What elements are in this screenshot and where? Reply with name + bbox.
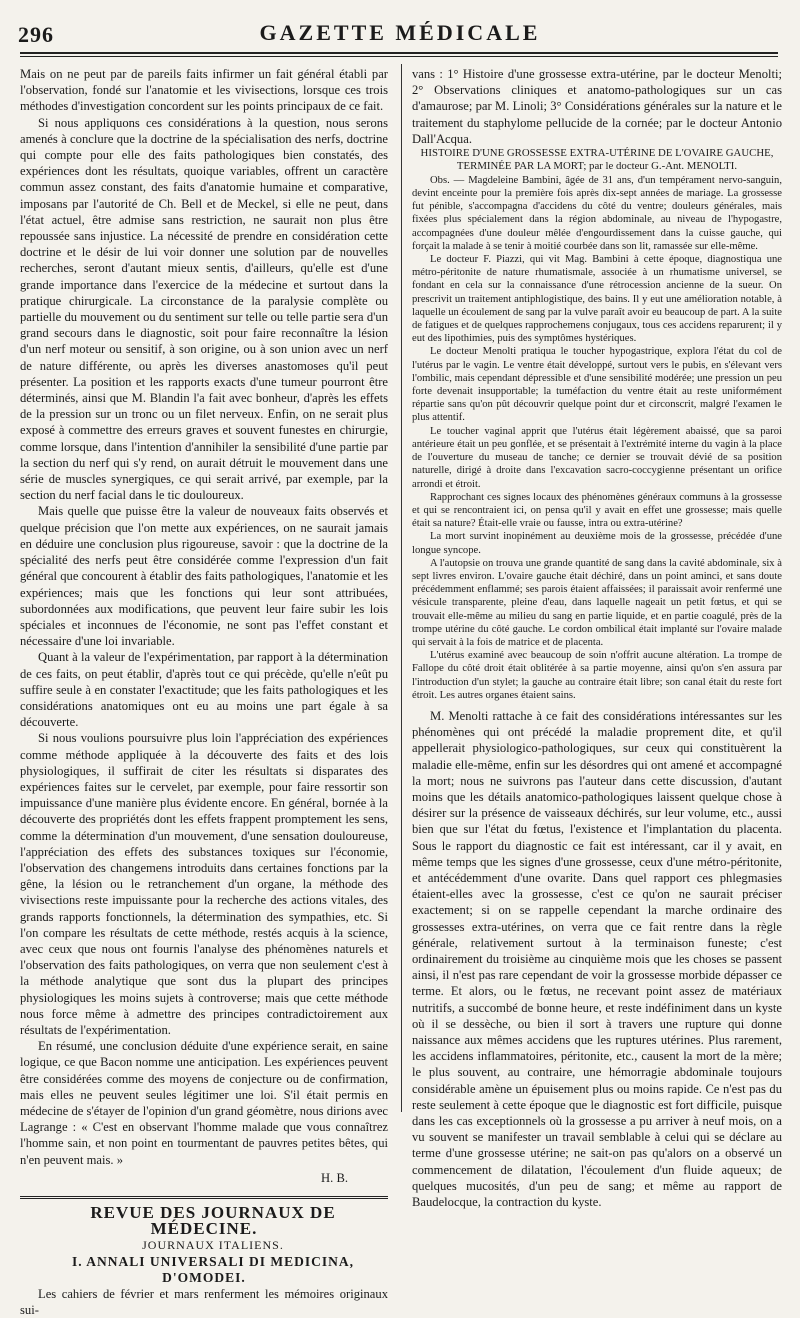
case-paragraph: Rapprochant ces signes locaux des phénomènes généraux communs à la grossesse et qui se rencontraient ici, on pensa qu'il y avait en effet une grossesse; mais quelle était sa nature? Était-elle vraie ou fausse, intra ou extra-utérine? (412, 491, 782, 530)
paragraph: Si nous appliquons ces considérations à la question, nous serons amenés à conclure que la doctrine de la spécialisation des nerfs, doctrine qui compte pour elle des faits pathologiques bien constatés, des expériences dont les résultats, quoique variables, offrent un caractère commun assez constant, des faits d'anatomie humaine et comparative, imposans par l'autorité de Ch. Bell et de Meckel, si elle ne peut, dans l'état actuel, être admise sans restriction, ne saurait non plus être repoussée sans injustice. La nécessité de prendre en considération cette doctrine et le désir de lui voir donner une solution par de nouvelles recherches, seront d'autant mieux sentis, d'ailleurs, qu'elle est d'une grande importance dans l'exercice de la médecine et surtout dans la pratique chirurgicale. La circonstance de la paralysie complète ou partielle du mouvement ou du sentiment sur telle ou telle partie sera d'un grand secours dans le diagnostic, soit pour faire reconnaître la lésion d'un nerf moteur ou sensitif, à son origine, ou à son union avec un nerf de nature différente, ou après les diverses anastomoses qu'il peut présenter. La position et les rapports exacts d'une tumeur pourront être déterminés, ainsi que M. Blandin l'a fait avec bonheur, d'après les effets de la pression sur un tronc ou un filet nerveux. Enfin, on ne serait plus exposé à commettre des erreurs graves et souvent funestes en chirurgie, comme lorsque, dans l'intention d'annihiler la sensibilité d'une partie par la section du nerf qui s'y rend, on aurait détruit le mouvement dans une série de muscles synergiques, ce qui serait arrivé, par exemple, par la section du nerf facial dans le tic douloureux. (20, 115, 388, 503)
case-paragraph: Obs. — Magdeleine Bambini, âgée de 31 ans, d'un tempérament nervo-sanguin, devint enceinte pour la première fois après dix-sept années de mariage. La grossesse fut pénible, s'accompagna d'accidens du côté du ventre; douleurs générales, mais fixées plus spécialement dans la région abdominale, au niveau de l'hypogastre, accompagnées d'une douleur mêlée d'engourdissement dans la cuisse gauche, qui forçait la malade à se tenir à moitié courbée dans son lit, ramassée sur elle-même. (412, 174, 782, 252)
page-header (0, 0, 800, 60)
right-column (412, 66, 782, 1210)
paragraph: Mais on ne peut par de pareils faits infirmer un fait général établi par l'observation, fondé sur l'anatomie et les vivisections, lorsque ces trois méthodes d'investigation concordent sur les points principaux de ce fait. (20, 67, 388, 114)
paragraph: Quant à la valeur de l'expérimentation, par rapport à la détermination de ces faits, on peut établir, d'après tout ce qui précède, qu'elle n'eût pu suffire seule à en constater l'exactitude; que les faits pathologiques et les considérations anatomiques ont eu au moins une part égale à sa découverte. (20, 650, 388, 730)
journal-title: GAZETTE MÉDICALE (259, 20, 541, 45)
case-title: HISTOIRE D'UNE GROSSESSE EXTRA-UTÉRINE DE L'OVAIRE GAUCHE, TERMINÉE PAR LA MORT; par le docteur G.-Ant. MENOLTI. (420, 147, 774, 173)
review-title: REVUE DES JOURNAUX DE MÉDECINE. (90, 1203, 336, 1239)
case-paragraph: La mort survint inopinément au deuxième mois de la grossesse, précédée d'une longue syncope. (412, 531, 782, 556)
left-column (20, 66, 388, 1318)
case-paragraph: L'utérus examiné avec beaucoup de soin n'offrit aucune altération. La trompe de Fallope du côté droit était oblitérée à sa partie moyenne, ainsi qu'on s'en assura par l'introduction d'un stylet; la gauche au contraire était libre; son canal était du reste fort étroit. Les autres organes étaient sains. (412, 650, 782, 701)
column-divider (401, 64, 402, 1112)
journal-heading: I. ANNALI UNIVERSALI DI MEDICINA, D'OMODEI. (71, 1253, 355, 1285)
case-report (412, 174, 782, 702)
page-number: 296 (18, 22, 54, 47)
section-rule (20, 1196, 388, 1199)
header-rule (20, 52, 778, 54)
paragraph: En résumé, une conclusion déduite d'une expérience serait, en saine logique, ce que Bacon nomme une anticipation. Les expériences peuvent être considérées comme des moyens de conjecture ou de confirmation, mais elles ne peuvent seules légitimer une loi. S'il était permis en médecine de s'étayer de l'opinion d'un grand géomètre, nous dirions avec Lagrange : « C'est en observant l'homme malade que vous connaîtrez l'homme sain, et non point en tourmentant de pauvres petites bêtes, qui n'en peuvent mais. » (20, 1039, 388, 1167)
case-paragraph: Le toucher vaginal apprit que l'utérus était légèrement abaissé, que sa paroi antérieure était un peu gonflée, et se présentait à l'extrémité interne du vagin à la place de l'ouverture du museau de tanche; ce dernier se trouvait dévié de sa position naturelle, dirigé à droite dans l'excavation sacro-coccygienne présentant un orifice arrondi et étroit. (412, 425, 782, 490)
case-paragraph: A l'autopsie on trouva une grande quantité de sang dans la cavité abdominale, six à sept livres environ. L'ovaire gauche était déchiré, dans un point aminci, et sans doute précédemment enflammé; ses parois étaient affaissées; il paraissait avoir renfermé une vésicule transparente, pleine d'eau, dans laquelle nageait un petit fœtus, et qui se trouvait elle-même au milieu du sang en partie liquide, et en partie coagulé, près de la trompe utérine du côté gauche. Le cordon ombilical était implanté sur l'ovaire malade qui servait à la fois de matrice et de placenta. (412, 557, 782, 648)
case-paragraph: Le docteur Menolti pratiqua le toucher hypogastrique, explora l'état du col de l'utérus par le vagin. Le ventre était développé, surtout vers le pubis, en s'élevant vers l'ombilic, mais cependant dépressible et d'une sensibilité modérée; une pression un peu forte devenait insupportable; la tuméfaction du ventre était au reste uniformément répartie sans qu'on pût découvrir quelque point dur et circonscrit, malgré l'examen le plus attentif. (412, 346, 782, 424)
case-paragraph: Le docteur F. Piazzi, qui vit Mag. Bambini à cette époque, diagnostiqua une métro-péritonite de nature rhumatismale, associée à un rhumatisme universel, se fondant en cela sur la connaissance d'une rétrocession ancienne de la sueur. On prescrivit un traitement antiphlogistique, des bains. Il y eut une amélioration notable, à laquelle un écoulement de sang par la vulve paraît avoir eu beaucoup de part. A la suite de fatigues et de quelques rapprochemens conjugaux, tous ces accidens reparurent; il y eut des lipothimies, puis des symptômes hystériques. (412, 254, 782, 345)
review-subtitle: JOURNAUX ITALIENS. (142, 1238, 284, 1253)
closing-paragraph: M. Menolti rattache à ce fait des considérations intéressantes sur les phénomènes qui ont précédé la maladie proprement dite, et qu'il appellerait physiologico-pathologiques, sur ceux qui constituèrent la maladie elle-même, enfin sur les désordres qui ont amené et accompagné la mort; nous ne suivrons pas l'auteur dans cette discussion, d'autant moins que les détails anatomico-pathologiques laissent quelque chose à désirer sur la présence de vaisseaux déchirés, sur leur volume, etc., aussi bien que sur l'état du fœtus, l'existence et l'implantation du placenta. Sous le rapport du diagnostic ce fait est intéressant, car il y avait, en même temps que les signes d'une grossesse, ceux d'une métro-péritonite, et antécédemment d'une ovarite. Dans quel rapport ces phlegmasies étaient-elles avec la grossesse, c'est ce qu'on ne saurait préciser exactement; si on se rappelle cependant la marche ordinaire des grossesses extra-utérines, on verra que ce fait rentre dans la règle générale, relativement surtout à la terminaison funeste; c'est ordinairement du troisième au cinquième mois que les choses se passent ainsi, il n'est pas rare cependant de voir la grossesse morbide dépasser ce terme. Et alors, ou le fœtus, ne recevant point assez de matériaux nutritifs, a succombé de bonne heure, et reste indéfiniment dans un kyste où il se dessèche, ou bien il sort à travers une rupture qui donne naissance aux mêmes accidens que les ruptures utérines. Plus rarement, les accidens inflammatoires, péritonite, etc., causent la mort de la mère; le plus souvent, au contraire, une hémorragie abdominale toujours considérable amène un épuisement plus ou moins rapide. Ce n'est pas du reste seulement à cette époque que le diagnostic est fort difficile, puisque dans les cas exceptionnels où la grossesse a pu arriver à neuf mois, on a vu souvent se manifester un travail semblable à celui qui se déclare au terme d'une grossesse utérine; ne sait-on pas qu'alors on a observé un commencement de dilatation, l'écoulement d'un fluide aqueux; de quelques mucosités, d'un peu de sang; et même au rapport de Baudelocque, la contraction du kyste. (412, 708, 782, 1210)
intro-continuation: vans : 1° Histoire d'une grossesse extra-utérine, par le docteur Menolti; 2° Observations cliniques et anatomo-pathologiques sur un cas d'amaurose; par M. Linoli; 3° Considérations générales sur la nature et le traitement du staphylome pellucide de la cornée; par le docteur Antonio Dall'Acqua. (412, 67, 782, 146)
paragraph: Si nous voulions poursuivre plus loin l'appréciation des expériences comme méthode appliquée à la découverte des faits et des lois physiologiques, il suffirait de citer les résultats si disparates des expériences faites sur le cervelet, par exemple, pour faire ressortir son impuissance d'une manière plus évidente encore. En général, bornée à la découverte des propriétés dont les effets frappent promptement les sens, comme la détermination d'un mouvement, d'une sensation douloureuse, l'appréciation des effets des substances toxiques sur l'économie, l'observation des changemens introduits dans certaines fonctions par la gêne, la lésion ou le retranchement d'un organe, la méthode des vivisections reste impuissante pour la recherche des actions vitales, des grands rapports fonctionnels, la détermination des sympathies, etc. Si l'on compare les résultats de cette méthode, restés acquis à la science, avec ceux que nous ont fournis l'analyse des phénomènes naturels et l'observation des faits pathologiques, on verra que non seulement c'est à la méthode analytique que sont dus la plupart des principes physiologiques les moins sujets à controverse; mais que cette méthode nous force même à admettre des principes contradictoirement aux résultats de l'expérimentation. (20, 731, 388, 1037)
paragraph: Mais quelle que puisse être la valeur de nouveaux faits observés et quelque précision que l'on mette aux expériences, on ne saurait jamais en déduire une conclusion plus rigoureuse, savoir : que la doctrine de la spécialité des nerfs peut être considérée comme l'expression d'un fait général que concourent à établir des faits pathologiques, l'anatomie et les expériences; mais que les fonctions qui leur sont attribuées, subordonnées aux modifications, que peuvent leur faire subir les lois spéciales et inconnues de l'économie, ne sont pas l'effet constant et nécessaire d'une loi invariable. (20, 504, 388, 649)
review-intro: Les cahiers de février et mars renferment les mémoires originaux sui- (20, 1287, 388, 1318)
author-signature: H. B. (321, 1170, 348, 1185)
header-rule-thin (20, 56, 778, 57)
